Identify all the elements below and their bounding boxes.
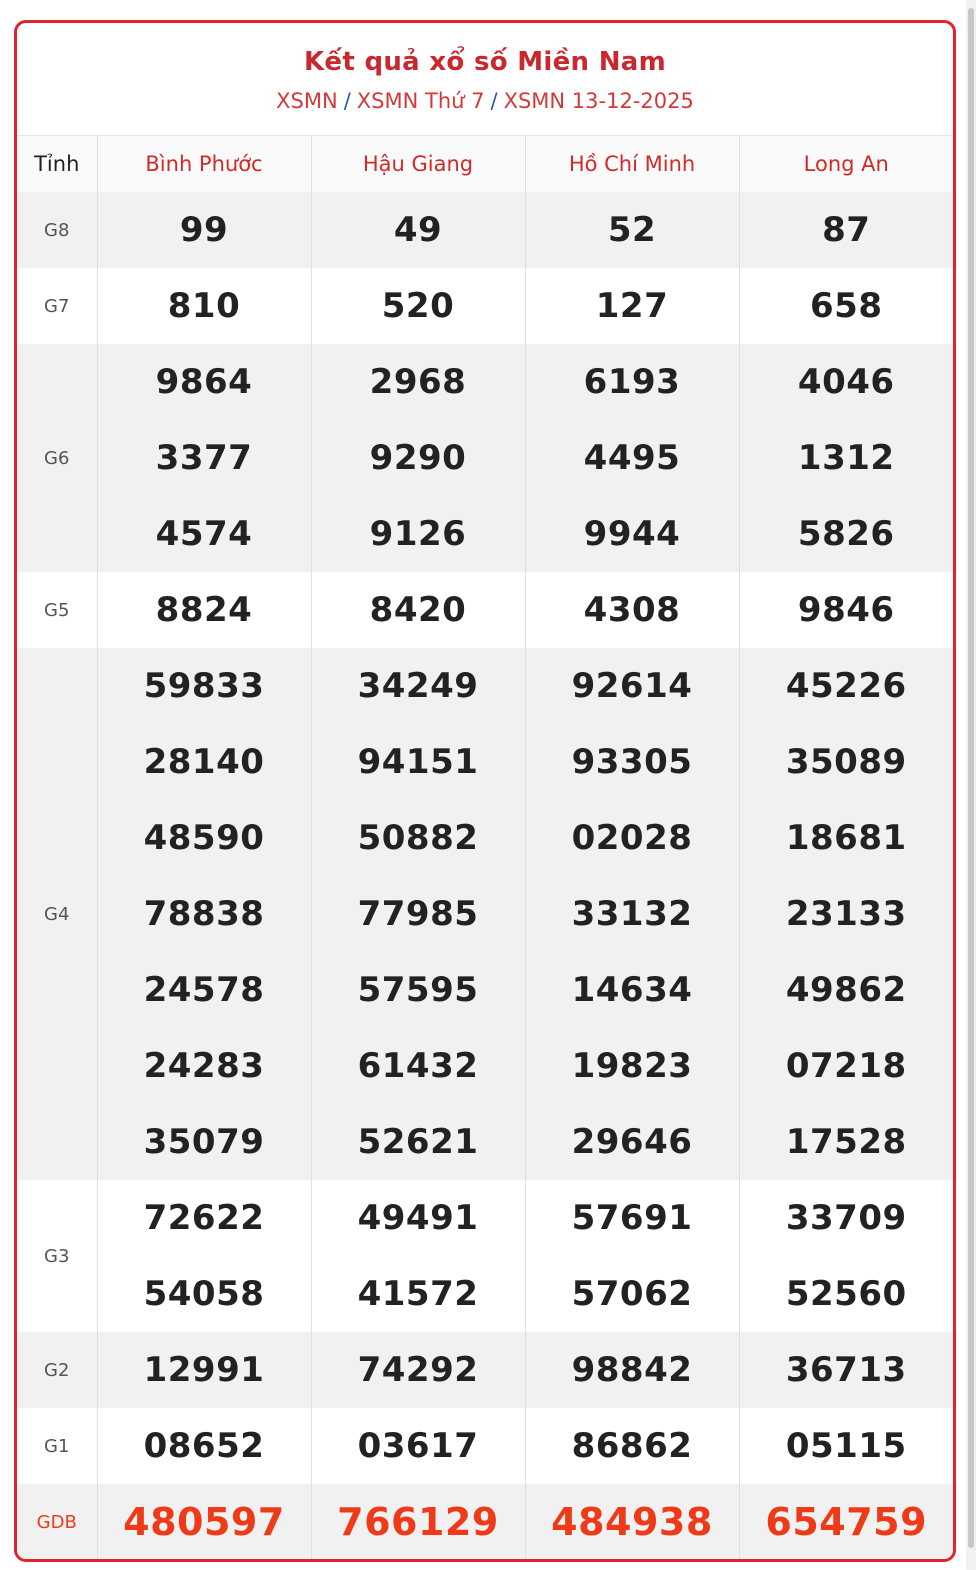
prize-number: 5826 xyxy=(739,496,953,572)
prize-number: 87 xyxy=(739,192,953,268)
province-header[interactable]: Hồ Chí Minh xyxy=(525,136,739,192)
prize-row xyxy=(17,1180,953,1256)
prize-row xyxy=(17,724,953,800)
prize-number: 41572 xyxy=(311,1256,525,1332)
special-prize-number: 484938 xyxy=(525,1484,739,1560)
prize-number: 4046 xyxy=(739,344,953,420)
prize-number: 19823 xyxy=(525,1028,739,1104)
prize-number: 9290 xyxy=(311,420,525,496)
prize-number: 78838 xyxy=(97,876,311,952)
prize-number: 1312 xyxy=(739,420,953,496)
prize-number: 35079 xyxy=(97,1104,311,1180)
prize-label: G3 xyxy=(17,1180,97,1332)
prize-number: 02028 xyxy=(525,800,739,876)
prize-row xyxy=(17,1408,953,1484)
special-prize-number: 480597 xyxy=(97,1484,311,1560)
prize-number: 48590 xyxy=(97,800,311,876)
prize-number: 28140 xyxy=(97,724,311,800)
prize-number: 2968 xyxy=(311,344,525,420)
prize-number: 77985 xyxy=(311,876,525,952)
prize-number: 810 xyxy=(97,268,311,344)
prize-row xyxy=(17,1104,953,1180)
prize-number: 72622 xyxy=(97,1180,311,1256)
prize-number: 8420 xyxy=(311,572,525,648)
breadcrumb xyxy=(17,87,953,115)
prize-number: 92614 xyxy=(525,648,739,724)
prize-label: G7 xyxy=(17,268,97,344)
prize-number: 54058 xyxy=(97,1256,311,1332)
prize-number: 52 xyxy=(525,192,739,268)
prize-label: G6 xyxy=(17,344,97,572)
prize-number: 3377 xyxy=(97,420,311,496)
prize-number: 99 xyxy=(97,192,311,268)
results-table xyxy=(17,136,953,1560)
prize-number: 93305 xyxy=(525,724,739,800)
prize-row xyxy=(17,800,953,876)
province-header[interactable]: Long An xyxy=(739,136,953,192)
prize-row xyxy=(17,876,953,952)
results-header xyxy=(17,23,953,136)
prize-number: 9126 xyxy=(311,496,525,572)
prize-number: 08652 xyxy=(97,1408,311,1484)
prize-number: 61432 xyxy=(311,1028,525,1104)
prize-label: G5 xyxy=(17,572,97,648)
prize-number: 17528 xyxy=(739,1104,953,1180)
scrollbar[interactable] xyxy=(966,0,976,1570)
breadcrumb-xsmn[interactable]: XSMN xyxy=(276,89,338,113)
province-column-header: Tỉnh xyxy=(17,136,97,192)
prize-row xyxy=(17,496,953,572)
prize-number: 24578 xyxy=(97,952,311,1028)
prize-label: G1 xyxy=(17,1408,97,1484)
prize-number: 12991 xyxy=(97,1332,311,1408)
prize-number: 57595 xyxy=(311,952,525,1028)
prize-row xyxy=(17,648,953,724)
prize-number: 49862 xyxy=(739,952,953,1028)
prize-row xyxy=(17,268,953,344)
prize-label: G8 xyxy=(17,192,97,268)
prize-number: 4308 xyxy=(525,572,739,648)
prize-row xyxy=(17,420,953,496)
prize-number: 45226 xyxy=(739,648,953,724)
prize-number: 29646 xyxy=(525,1104,739,1180)
prize-label: GDB xyxy=(17,1484,97,1560)
prize-number: 33132 xyxy=(525,876,739,952)
prize-number: 4495 xyxy=(525,420,739,496)
prize-number: 127 xyxy=(525,268,739,344)
prize-label: G4 xyxy=(17,648,97,1180)
prize-row xyxy=(17,344,953,420)
province-header[interactable]: Bình Phước xyxy=(97,136,311,192)
prize-number: 24283 xyxy=(97,1028,311,1104)
scrollbar-thumb[interactable] xyxy=(968,8,974,1548)
prize-number: 6193 xyxy=(525,344,739,420)
prize-number: 57691 xyxy=(525,1180,739,1256)
results-card xyxy=(14,20,956,1562)
breadcrumb-separator: / xyxy=(343,89,351,113)
prize-number: 03617 xyxy=(311,1408,525,1484)
prize-number: 9846 xyxy=(739,572,953,648)
prize-row xyxy=(17,192,953,268)
prize-row xyxy=(17,1332,953,1408)
prize-number: 23133 xyxy=(739,876,953,952)
results-body xyxy=(17,192,953,1560)
prize-row xyxy=(17,952,953,1028)
prize-label: G2 xyxy=(17,1332,97,1408)
table-header-row xyxy=(17,136,953,192)
prize-number: 8824 xyxy=(97,572,311,648)
prize-number: 36713 xyxy=(739,1332,953,1408)
breadcrumb-xsmn-date[interactable]: XSMN 13-12-2025 xyxy=(503,89,694,113)
prize-number: 94151 xyxy=(311,724,525,800)
page-title: Kết quả xổ số Miền Nam xyxy=(303,47,667,77)
prize-number: 35089 xyxy=(739,724,953,800)
prize-number: 86862 xyxy=(525,1408,739,1484)
prize-number: 9864 xyxy=(97,344,311,420)
prize-number: 34249 xyxy=(311,648,525,724)
province-header[interactable]: Hậu Giang xyxy=(311,136,525,192)
prize-number: 05115 xyxy=(739,1408,953,1484)
prize-number: 49491 xyxy=(311,1180,525,1256)
prize-number: 57062 xyxy=(525,1256,739,1332)
prize-row xyxy=(17,572,953,648)
prize-number: 07218 xyxy=(739,1028,953,1104)
prize-number: 4574 xyxy=(97,496,311,572)
special-prize-number: 766129 xyxy=(311,1484,525,1560)
prize-number: 658 xyxy=(739,268,953,344)
breadcrumb-xsmn-thu-7[interactable]: XSMN Thứ 7 xyxy=(356,89,485,113)
prize-number: 33709 xyxy=(739,1180,953,1256)
prize-number: 18681 xyxy=(739,800,953,876)
prize-number: 52621 xyxy=(311,1104,525,1180)
breadcrumb-separator: / xyxy=(490,89,498,113)
prize-row xyxy=(17,1484,953,1560)
prize-number: 74292 xyxy=(311,1332,525,1408)
prize-number: 50882 xyxy=(311,800,525,876)
prize-number: 98842 xyxy=(525,1332,739,1408)
prize-number: 14634 xyxy=(525,952,739,1028)
prize-number: 9944 xyxy=(525,496,739,572)
prize-number: 49 xyxy=(311,192,525,268)
prize-number: 59833 xyxy=(97,648,311,724)
special-prize-number: 654759 xyxy=(739,1484,953,1560)
prize-number: 52560 xyxy=(739,1256,953,1332)
prize-row xyxy=(17,1028,953,1104)
prize-row xyxy=(17,1256,953,1332)
prize-number: 520 xyxy=(311,268,525,344)
